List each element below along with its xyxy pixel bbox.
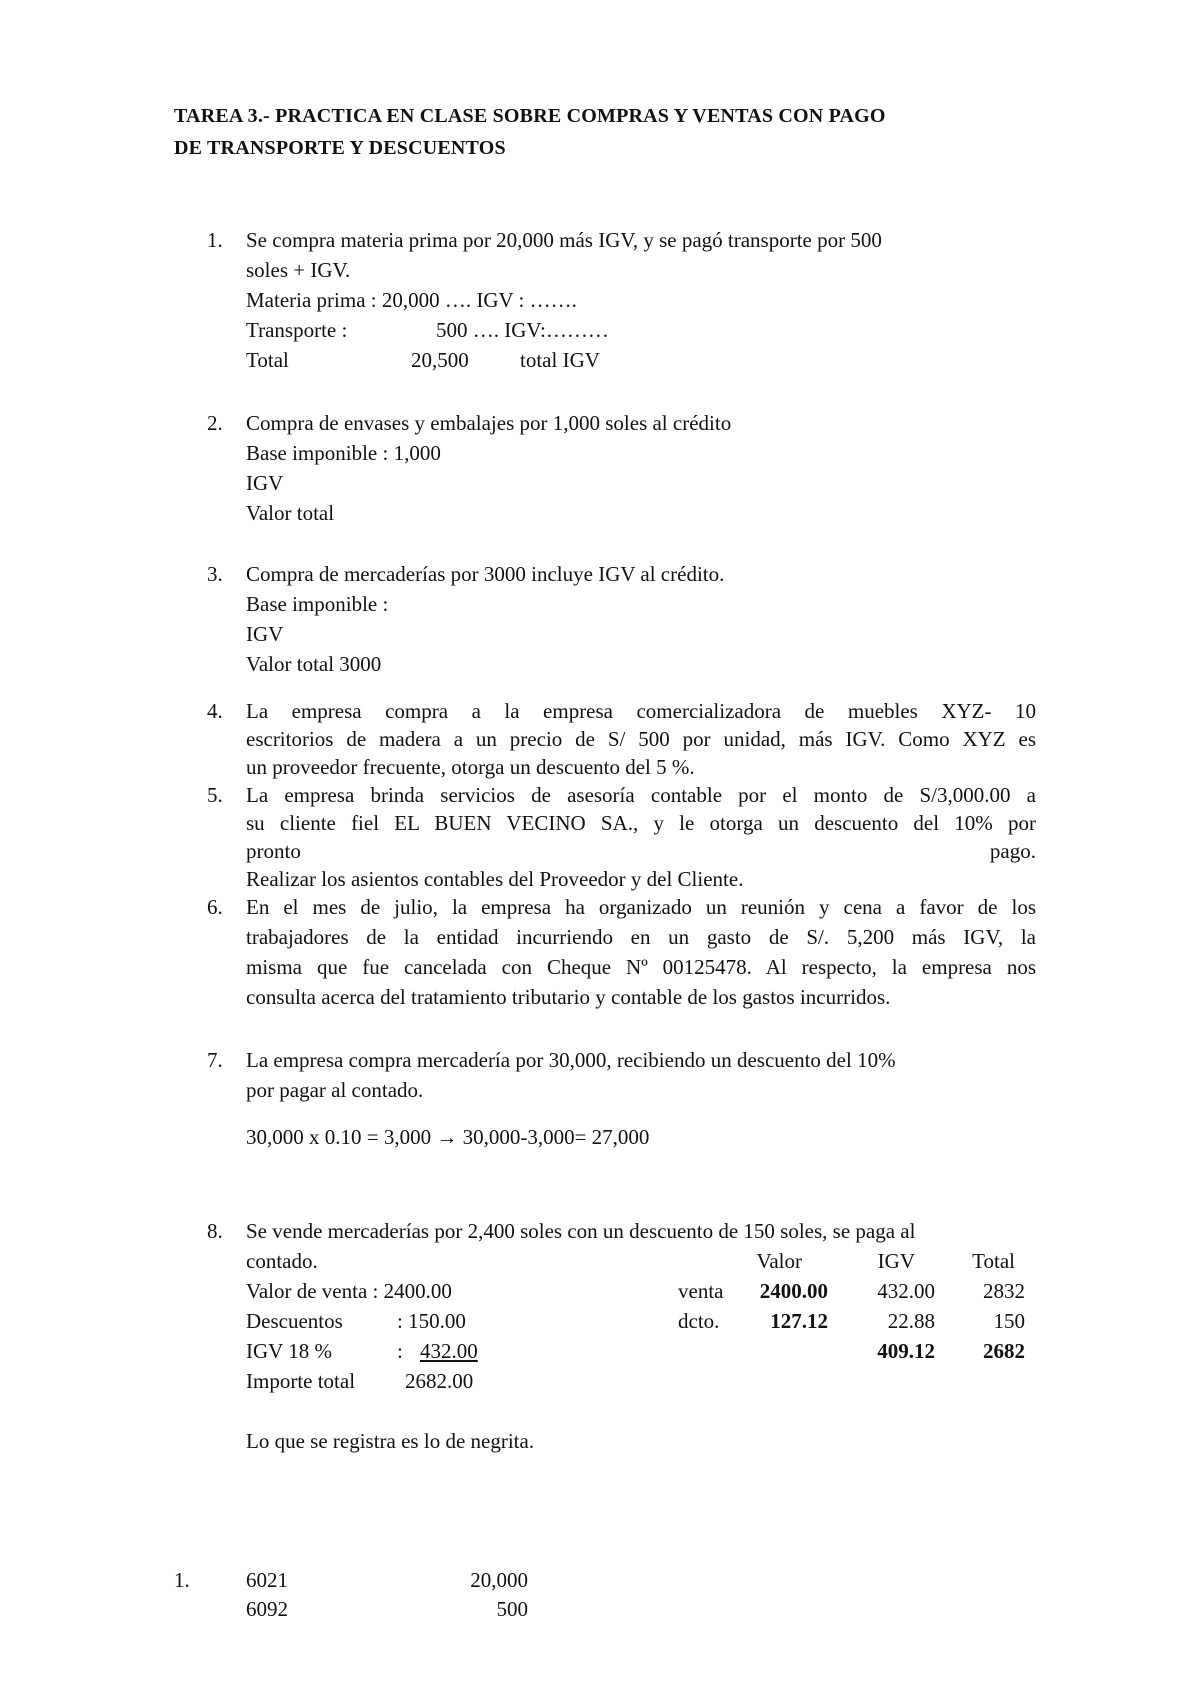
ledger-amount-2: 500: [496, 1597, 528, 1621]
item-8-descuentos-label: Descuentos: [246, 1309, 343, 1333]
item-5-number: 5.: [207, 783, 223, 807]
table-row-dcto-valor: 127.12: [770, 1309, 828, 1333]
item-5-line-1: La empresa brinda servicios de asesoría contable por el monto de S/3,000.00 a: [246, 783, 1036, 807]
item-8-igv-value: 432.00: [420, 1339, 478, 1363]
item-7-calc-right: 30,000-3,000= 27,000: [462, 1125, 650, 1149]
item-8-igv-colon: :: [397, 1339, 403, 1363]
item-3-line-1: Compra de mercaderías por 3000 incluye IGV al crédito.: [246, 562, 725, 586]
item-1-total-label: Total: [246, 348, 289, 372]
item-1-line-1: Se compra materia prima por 20,000 más IGV, y se pagó transporte por 500: [246, 228, 882, 252]
item-6-line-4: consulta acerca del tratamiento tributario y contable de los gastos incurridos.: [246, 985, 891, 1009]
item-2-line-4: Valor total: [246, 501, 335, 525]
title-line-1: TAREA 3.- PRACTICA EN CLASE SOBRE COMPRAS Y VENTAS CON PAGO: [174, 105, 886, 127]
item-8-number: 8.: [207, 1219, 223, 1243]
item-2-line-3: IGV: [246, 471, 284, 495]
item-8-importe-label: Importe total: [246, 1369, 356, 1393]
item-2-number: 2.: [207, 411, 223, 435]
table-row-venta-total: 2832: [983, 1279, 1025, 1303]
item-8-line-1: Se vende mercaderías por 2,400 soles con un descuento de 150 soles, se paga al: [246, 1219, 916, 1243]
item-4-line-1: La empresa compra a la empresa comercializadora de muebles XYZ- 10: [246, 699, 1036, 723]
table-row-total-igv: 409.12: [877, 1339, 935, 1363]
table-row-dcto-total: 150: [993, 1309, 1025, 1333]
item-3-line-4: Valor total 3000: [246, 652, 382, 676]
item-4-line-2: escritorios de madera a un precio de S/ 500 por unidad, más IGV. Como XYZ es: [246, 727, 1036, 751]
table-row-venta-igv: 432.00: [877, 1279, 935, 1303]
table-row-venta-label: venta: [678, 1279, 724, 1303]
item-3-line-3: IGV: [246, 622, 284, 646]
table-header-total: Total: [972, 1249, 1015, 1273]
item-8-line-2: contado.: [246, 1249, 318, 1273]
table-row-dcto-igv: 22.88: [887, 1309, 935, 1333]
item-6-number: 6.: [207, 895, 223, 919]
item-6-line-1: En el mes de julio, la empresa ha organizado un reunión y cena a favor de los: [246, 895, 1036, 919]
item-2-line-1: Compra de envases y embalajes por 1,000 soles al crédito: [246, 411, 732, 435]
item-7-calculation: [246, 1123, 649, 1151]
table-header-valor: Valor: [756, 1249, 802, 1273]
item-5-line-4: Realizar los asientos contables del Proveedor y del Cliente.: [246, 867, 744, 891]
item-1-transporte-label: Transporte :: [246, 318, 348, 342]
item-1-materia-prima: Materia prima : 20,000 …. IGV : …….: [246, 288, 577, 312]
item-7-number: 7.: [207, 1048, 223, 1072]
table-header-igv: IGV: [877, 1249, 915, 1273]
item-8-descuentos-value: : 150.00: [397, 1309, 466, 1333]
item-1-total-igv: total IGV: [520, 348, 600, 372]
table-row-total-total: 2682: [983, 1339, 1025, 1363]
item-8-note: Lo que se registra es lo de negrita.: [246, 1429, 535, 1453]
document-title: [174, 100, 886, 164]
item-4-line-3: un proveedor frecuente, otorga un descuento del 5 %.: [246, 755, 695, 779]
item-1-transporte-value: 500 …. IGV:………: [436, 318, 609, 342]
title-line-2: DE TRANSPORTE Y DESCUENTOS: [174, 137, 506, 159]
ledger-number: 1.: [174, 1568, 190, 1592]
ledger-account-1: 6021: [246, 1568, 288, 1592]
table-row-venta-valor: 2400.00: [759, 1279, 828, 1303]
item-8-importe-value: 2682.00: [405, 1369, 474, 1393]
item-7-line-1: La empresa compra mercadería por 30,000, recibiendo un descuento del 10%: [246, 1048, 896, 1072]
item-3-line-2: Base imponible :: [246, 592, 389, 616]
item-1-total-value: 20,500: [411, 348, 469, 372]
item-8-igv-label: IGV 18 %: [246, 1339, 332, 1363]
ledger-account-2: 6092: [246, 1597, 288, 1621]
item-2-line-2: Base imponible : 1,000: [246, 441, 441, 465]
item-6-line-2: trabajadores de la entidad incurriendo en un gasto de S/. 5,200 más IGV, la: [246, 925, 1036, 949]
item-1-number: 1.: [207, 228, 223, 252]
item-1-line-2: soles + IGV.: [246, 258, 351, 282]
item-7-calc-left: 30,000 x 0.10 = 3,000: [246, 1125, 432, 1149]
item-8-valor-venta: Valor de venta : 2400.00: [246, 1279, 452, 1303]
item-5-line-3-left: pronto: [246, 839, 301, 863]
ledger-amount-1: 20,000: [470, 1568, 528, 1592]
item-5-line-2: su cliente fiel EL BUEN VECINO SA., y le otorga un descuento del 10% por: [246, 811, 1036, 835]
table-row-dcto-label: dcto.: [678, 1309, 720, 1333]
item-4-number: 4.: [207, 699, 223, 723]
arrow-right-icon: →: [436, 1125, 458, 1149]
item-3-number: 3.: [207, 562, 223, 586]
item-7-line-2: por pagar al contado.: [246, 1078, 424, 1102]
item-6-line-3: misma que fue cancelada con Cheque Nº 00125478. Al respecto, la empresa nos: [246, 955, 1036, 979]
item-5-line-3-right: pago.: [989, 839, 1036, 863]
